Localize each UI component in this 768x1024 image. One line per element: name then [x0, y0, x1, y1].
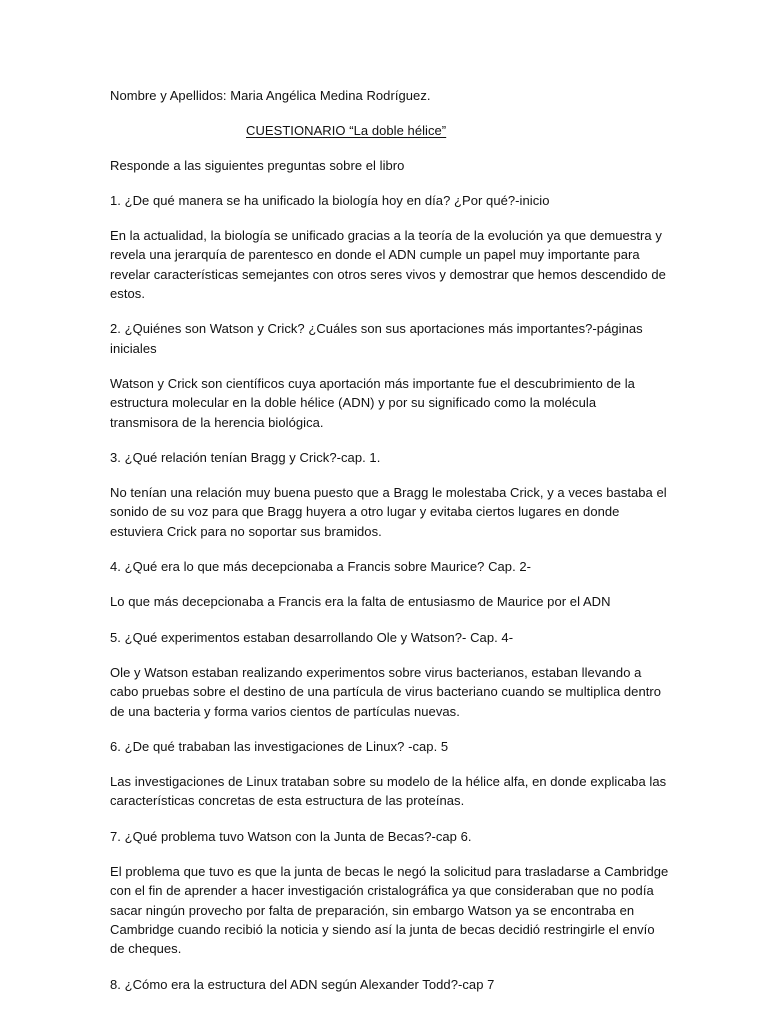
answer-line: El problema que tuvo es que la junta de becas le negó la solicitud para trasladarse a Cambridge [110, 864, 669, 880]
question-4 [110, 557, 658, 576]
answer-line: En la actualidad, la biología se unificado gracias a la teoría de la evolución ya que demuestra y [110, 228, 662, 244]
question-line: 1. ¿De qué manera se ha unificado la biología hoy en día? ¿Por qué?-inicio [110, 192, 550, 208]
answer-line: sacar ningún provecho por falta de preparación, sin embargo Watson ya se encontraba en [110, 902, 635, 918]
answer-line: transmisora de la herencia biológica. [110, 414, 324, 430]
answer-line: características concretas de esta estructura de las proteínas. [110, 793, 465, 809]
question-line: 3. ¿Qué relación tenían Bragg y Crick?-cap. 1. [110, 449, 381, 465]
document-title-text: CUESTIONARIO “La doble hélice” [246, 123, 447, 139]
question-line: iniciales [110, 340, 157, 356]
answer-line: Lo que más decepcionaba a Francis era la falta de entusiasmo de Maurice por el ADN [110, 594, 611, 610]
question-line: 2. ¿Quiénes son Watson y Crick? ¿Cuáles son sus aportaciones más importantes?-páginas [110, 321, 643, 337]
answer-line: estos. [110, 286, 145, 302]
answer-4 [110, 592, 658, 611]
answer-line: cabo pruebas sobre el destino de una partícula de virus bacteriano cuando se multiplica dentro [110, 684, 662, 700]
answer-line: revela una jerarquía de parentesco en donde el ADN cumple un papel muy importante para [110, 247, 640, 263]
name-line-text: Nombre y Apellidos: Maria Angélica Medina Rodríguez. [110, 88, 431, 103]
document-title [110, 121, 658, 140]
answer-line: revelar características semejantes con otros seres vivos y demostrar que hemos descendido de [110, 266, 666, 282]
question-1 [110, 191, 658, 210]
question-8 [110, 975, 658, 994]
answer-line: estructura molecular en la doble hélice (ADN) y por su significado como la molécula [110, 395, 597, 411]
answer-6 [110, 772, 667, 811]
answer-line: de una bacteria y forma varios cientos de partículas nuevas. [110, 703, 460, 719]
answer-line: Watson y Crick son científicos cuya aportación más importante fue el descubrimiento de la [110, 375, 635, 391]
answer-7 [110, 862, 669, 958]
question-line: 6. ¿De qué trababan las investigaciones de Linux? -cap. 5 [110, 738, 449, 754]
answer-line: No tenían una relación muy buena puesto que a Bragg le molestaba Crick, y a veces bastaba el [110, 485, 667, 501]
answer-line: Ole y Watson estaban realizando experimentos sobre virus bacterianos, estaban llevando a [110, 664, 642, 680]
answer-line: de cheques. [110, 941, 182, 957]
answer-5 [110, 663, 662, 721]
question-line: 4. ¿Qué era lo que más decepcionaba a Francis sobre Maurice? Cap. 2- [110, 559, 532, 575]
answer-line: Cambridge cuando recibió la noticia y siendo así la junta de becas decidió restringirle el envío [110, 921, 655, 937]
question-7 [110, 827, 658, 846]
question-line: 8. ¿Cómo era la estructura del ADN según Alexander Todd?-cap 7 [110, 976, 495, 992]
instruction [110, 156, 658, 175]
document-body [110, 86, 669, 1010]
answer-line: con el fin de aprender a hacer investigación cristalográfica ya que consideraban que no podía [110, 883, 654, 899]
answer-line: sonido de su voz para que Bragg huyera a otro lugar y evitaba ciertos lugares en donde [110, 504, 620, 520]
question-line: 7. ¿Qué problema tuvo Watson con la Junta de Becas?-cap 6. [110, 828, 472, 844]
name-line [110, 86, 658, 105]
answer-1 [110, 226, 666, 303]
answer-line: estuviera Crick para no soportar sus bramidos. [110, 523, 382, 539]
answer-2 [110, 374, 658, 432]
question-3 [110, 448, 658, 467]
question-2 [110, 319, 658, 358]
question-5 [110, 628, 658, 647]
question-6 [110, 737, 658, 756]
instruction-text: Responde a las siguientes preguntas sobre el libro [110, 157, 405, 173]
answer-3 [110, 483, 667, 541]
answer-line: Las investigaciones de Linux trataban sobre su modelo de la hélice alfa, en donde explicaba las [110, 774, 667, 790]
question-line: 5. ¿Qué experimentos estaban desarrollando Ole y Watson?- Cap. 4- [110, 629, 514, 645]
qa-list [110, 191, 669, 994]
